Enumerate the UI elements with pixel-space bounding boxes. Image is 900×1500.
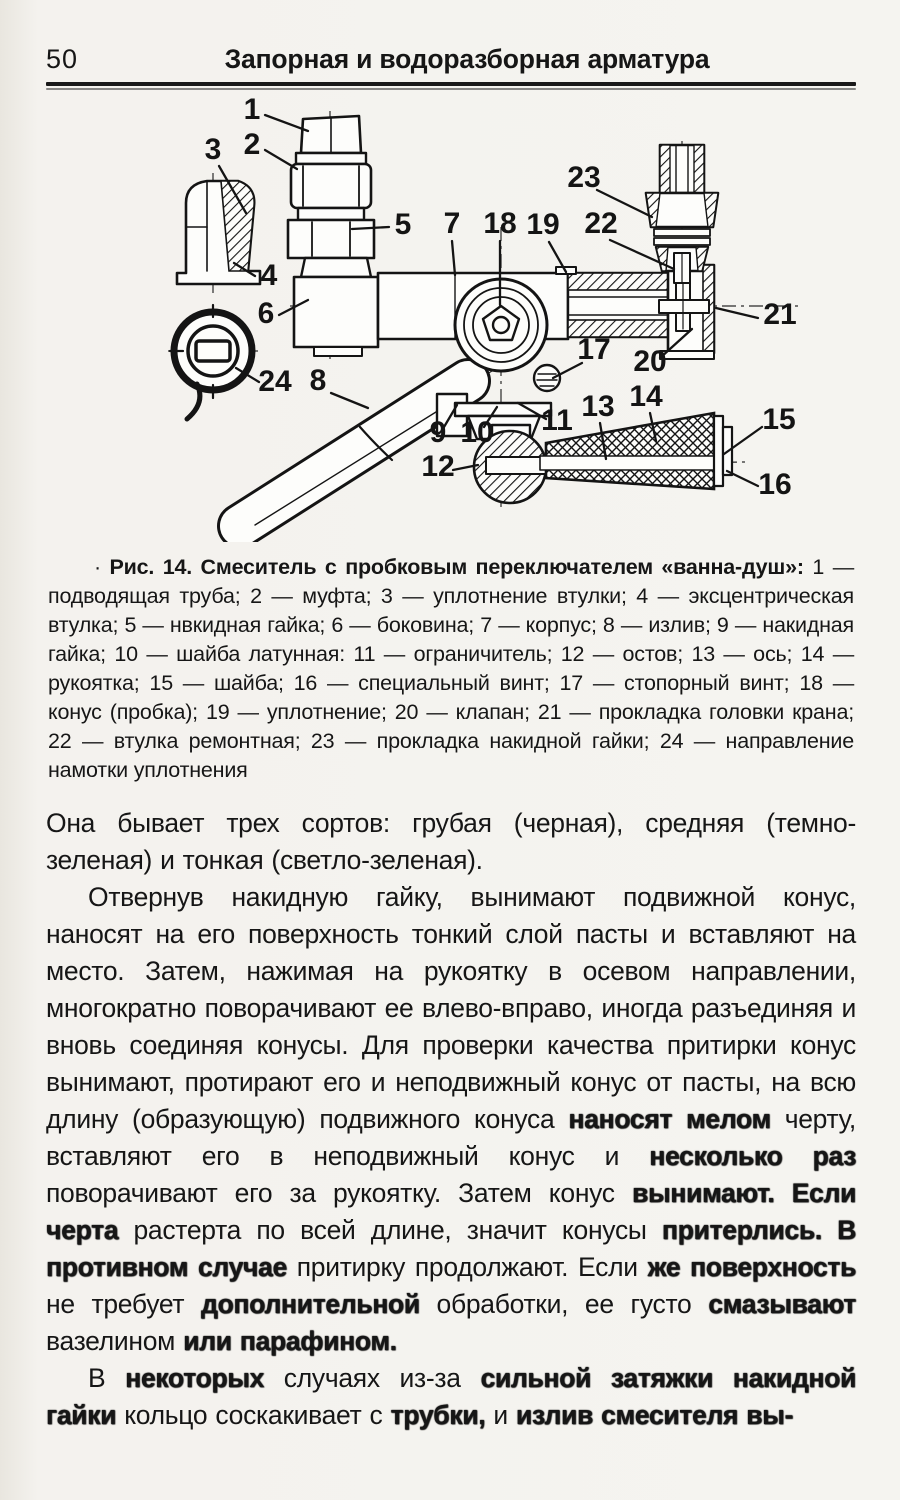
figure-label-13: 13 bbox=[581, 390, 615, 423]
body-text bbox=[46, 805, 856, 1434]
valve-plate bbox=[659, 300, 709, 313]
text-run: обработки, ее густо bbox=[419, 1289, 709, 1319]
supply-pipe-assembly bbox=[288, 116, 374, 277]
figure-label-22: 22 bbox=[584, 207, 618, 240]
figure-label-23: 23 bbox=[567, 161, 601, 194]
text-run: Отвернув накидную гайку, вынимают подвижной конус, наносят на его поверхность тонкий слой пасты и вставляют на место. Затем, нажимая на рукоятку в осевом направлении, многократно поворачивают ее влево-вправо, иногда разъединяя и вновь соединяя конусы. Для проверки качества притирки конус вынимают, протирают его и неподвижный конус от пасты, на всю длину (образующую) подвижного конуса bbox=[46, 882, 856, 1134]
figure-label-10: 10 bbox=[460, 416, 494, 449]
leader-line-16 bbox=[727, 471, 758, 486]
text-run: некоторых bbox=[125, 1363, 264, 1393]
leader-line-8 bbox=[331, 393, 368, 408]
text-run: несколько раз bbox=[649, 1141, 856, 1171]
figure-label-8: 8 bbox=[309, 364, 327, 397]
figure-caption-lead: Рис. 14. Смеситель с пробковым переключателем «ванна-душ»: bbox=[109, 555, 804, 579]
figure-label-21: 21 bbox=[763, 298, 797, 331]
paragraph bbox=[46, 879, 856, 1360]
text-run: случаях из-за bbox=[264, 1363, 481, 1393]
text-run: вазелином bbox=[46, 1326, 184, 1356]
winding-arrow bbox=[187, 384, 200, 419]
figure-label-5: 5 bbox=[394, 208, 412, 241]
stop-screw bbox=[534, 365, 560, 391]
text-run: черту, вставляют его в неподвижный конус и bbox=[46, 1104, 856, 1171]
figure-label-3: 3 bbox=[204, 133, 222, 166]
figure-label-9: 9 bbox=[429, 416, 447, 449]
winding-direction-detail bbox=[170, 305, 252, 419]
eccentric-bushing bbox=[177, 181, 260, 284]
caption-prefix: · bbox=[94, 555, 110, 579]
outlet-tube bbox=[556, 267, 668, 337]
page-header bbox=[46, 44, 856, 75]
leader-line-7 bbox=[452, 241, 455, 275]
page-title: Запорная и водоразборная арматура bbox=[224, 44, 710, 74]
leader-line-21 bbox=[716, 308, 758, 318]
page-number: 50 bbox=[46, 44, 79, 74]
figure-label-1: 1 bbox=[243, 93, 261, 126]
figure-label-14: 14 bbox=[629, 380, 663, 413]
union-nut bbox=[288, 220, 374, 258]
text-run: излив смесителя вы- bbox=[515, 1400, 793, 1430]
paragraph bbox=[46, 1360, 856, 1434]
figure-label-6: 6 bbox=[257, 297, 275, 330]
figure-label-17: 17 bbox=[577, 333, 611, 366]
text-run: притирку продолжают. Если bbox=[286, 1252, 648, 1282]
text-run: же поверхность bbox=[647, 1252, 856, 1282]
paragraph bbox=[46, 805, 856, 879]
text-run: кольцо соскакивает с bbox=[116, 1400, 391, 1430]
figure-label-15: 15 bbox=[762, 403, 796, 436]
text-run: гайки bbox=[46, 1400, 117, 1430]
text-run: Она бывает трех сортов: грубая (черная), средняя (темно-зеленая) и тонкая (светло-зеленая). bbox=[46, 808, 856, 875]
figure-label-4: 4 bbox=[260, 259, 278, 292]
end-washer bbox=[714, 416, 723, 486]
text-run: или парафином. bbox=[183, 1326, 397, 1356]
figure-label-11: 11 bbox=[541, 404, 573, 437]
figure-label-16: 16 bbox=[758, 468, 792, 501]
leader-line-2 bbox=[265, 150, 297, 169]
text-run: поворачивают его за рукоятку. Затем конус bbox=[46, 1178, 632, 1208]
text-run: В bbox=[88, 1363, 126, 1393]
text-run: притерлись. В противном случае bbox=[46, 1215, 856, 1282]
side-body bbox=[294, 277, 378, 347]
figure-label-24: 24 bbox=[258, 365, 292, 398]
figure-label-18: 18 bbox=[483, 207, 517, 240]
axis-slot bbox=[540, 456, 728, 470]
figure-label-7: 7 bbox=[443, 207, 461, 240]
mixer-diagram bbox=[0, 90, 900, 542]
figure-caption-list: 1 — подводящая труба; 2 — муфта; 3 — уплотнение втулки; 4 — эксцентрическая втулка; 5 — нвкидная гайка; 6 — боковина; 7 — корпус; 8 — излив; 9 — накидная гайка; 10 — шайба латунная: 11 — ограничитель; 12 — остов; 13 — ось; 14 — рукоятка; 15 — шайба; 16 — специальный винт; 17 — стопорный винт; 18 — конус (пробка); 19 — уплотнение; 20 — клапан; 21 — прокладка головки крана; 22 — втулка ремонтная; 23 — прокладка накидной гайки; 24 — направление намотки уплотнения bbox=[48, 555, 854, 782]
text-run: трубки, bbox=[390, 1400, 486, 1430]
text-run: вынимают. Если черта bbox=[46, 1178, 856, 1245]
figure-label-12: 12 bbox=[421, 450, 455, 483]
text-run: растерта по всей длине, значит конусы bbox=[118, 1215, 662, 1245]
text-run: наносят мелом bbox=[568, 1104, 771, 1134]
text-run: дополнительной bbox=[201, 1289, 420, 1319]
text-run: сильной затяжки накидной bbox=[480, 1363, 856, 1393]
text-run: и bbox=[485, 1400, 516, 1430]
header-rule bbox=[46, 82, 856, 86]
figure-label-20: 20 bbox=[633, 345, 667, 378]
text-run: смазывают bbox=[708, 1289, 856, 1319]
figure-14 bbox=[0, 90, 900, 547]
figure-label-19: 19 bbox=[526, 208, 560, 241]
figure-label-2: 2 bbox=[243, 128, 261, 161]
figure-caption bbox=[48, 553, 854, 785]
text-run: не требует bbox=[46, 1289, 201, 1319]
